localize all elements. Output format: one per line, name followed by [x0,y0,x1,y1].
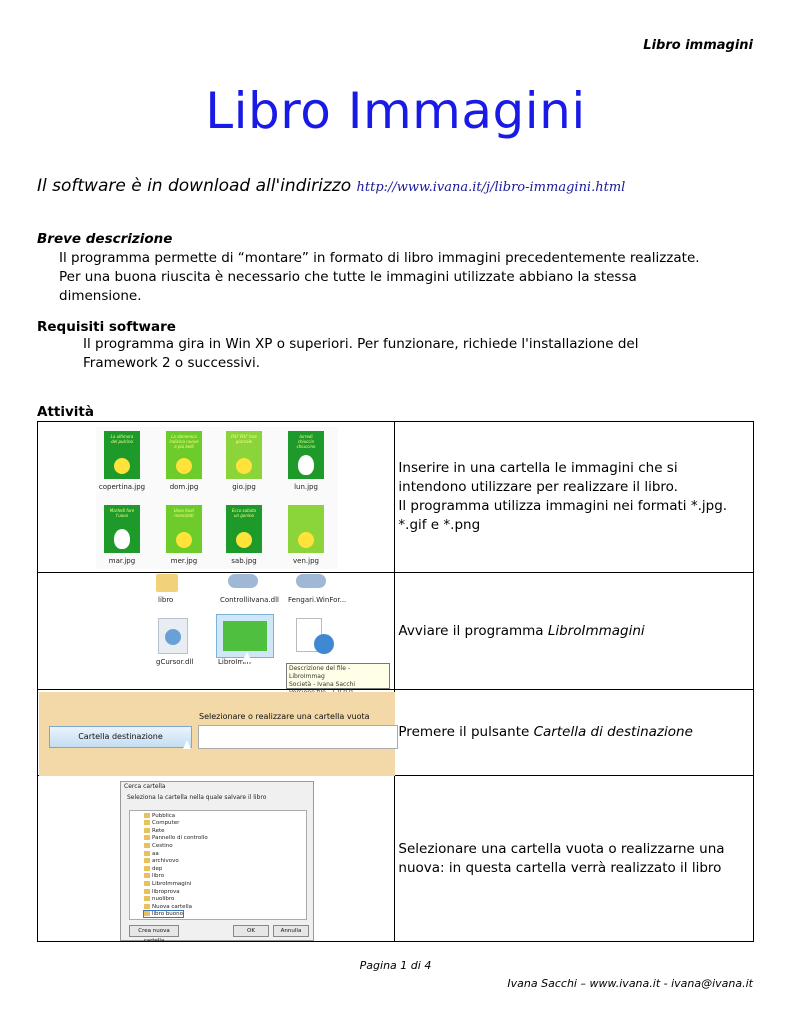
tree-folder-label: libro buono [152,911,183,918]
tree-folder-item[interactable] [144,889,180,895]
thumbnail-image [288,431,324,479]
thumbnail-caption: lun.jpg [294,482,318,491]
thumbnail-caption: mer.jpg [170,556,198,565]
thumbnail-image [226,505,262,553]
tree-folder-item[interactable] [144,911,183,917]
folder-icon [144,896,150,901]
select-folder-label: Selezionare o realizzare una cartella vuota [199,711,370,721]
row-line: intendono utilizzare per realizzare il libro. [398,479,678,495]
folder-icon [156,574,178,592]
row-line: nuova: in questa cartella verrà realizzato il libro [398,859,722,876]
folder-icon [144,813,150,818]
tree-folder-label: libro [152,873,165,880]
chick-icon [114,458,130,474]
tree-folder-label: LibroImmagini [152,880,192,887]
breve-line: Il programma permette di “montare” in formato di libro immagini precedentemente realizzate. [59,250,700,266]
text-cell [395,776,754,942]
thumbnail-caption: dom.jpg [169,482,199,491]
egg-icon [114,529,130,549]
mouse-cursor-icon [183,740,191,749]
download-line [37,176,625,196]
thumbnail-image [166,505,202,553]
tree-folder-item[interactable] [144,828,165,834]
folder-icon [144,820,150,825]
text-cell [395,690,754,776]
footer-author: Ivana Sacchi – www.ivana.it - ivana@ivana.it [507,977,753,990]
gear-file-icon [158,618,188,654]
page-number: Pagina 1 di 4 [359,959,432,972]
image-cell [38,776,395,942]
tree-folder-item[interactable] [144,904,192,910]
egg-icon [298,455,314,475]
breve-line: dimensione. [59,288,142,304]
image-cell [38,422,395,573]
thumbnail-caption: mar.jpg [108,556,136,565]
breve-title: Breve descrizione [37,231,173,247]
tree-folder-item[interactable] [144,873,164,879]
download-prefix: Il software è in download all'indirizzo [37,176,352,196]
folder-icon [144,873,150,878]
text-cell [395,422,754,573]
tree-folder-item[interactable] [144,851,159,857]
thumbnail-note: La ultimora del pulcino [110,433,134,444]
tree-folder-label: libroprova [152,888,180,895]
tree-folder-item[interactable] [144,813,175,819]
dll-gears-icon [296,574,326,588]
browse-folder-dialog [120,781,314,944]
attivita-title: Attività [37,404,94,420]
thumbnail-note: Iurredi chiuccin chiuccino [296,433,316,449]
tree-folder-item[interactable] [144,866,162,872]
file-caption: ControlliIvana.dll [220,595,279,604]
folder-icon [144,835,150,840]
tree-folder-label: Pubblica [152,812,176,819]
folder-icon [144,911,150,916]
globe-icon [314,634,334,654]
thumbnail-caption: copertina.jpg [98,482,146,491]
ok-button[interactable]: OK [233,925,269,937]
dll-gears-icon [228,574,258,588]
file-caption: LibroImm [218,657,251,666]
folder-icon [144,866,150,871]
tree-folder-item[interactable] [144,896,174,902]
chick-icon [298,532,314,548]
row-text-emphasis: LibroImmagini [547,622,645,639]
thumbnail-note: Martedì fare l'uovo [109,507,135,518]
mouse-cursor-icon [242,652,252,662]
thumbnail-image [166,431,202,479]
download-link[interactable]: http://www.ivana.it/j/libro-immagini.html [356,180,626,195]
tree-folder-label: Pannello di controllo [152,835,208,842]
requisiti-line: Il programma gira in Win XP o superiori. Per funzionare, richiede l'installazione del [83,336,639,352]
tree-folder-label: Nuova cartella [152,903,192,910]
activity-table [37,421,754,942]
breve-text [59,249,700,306]
new-folder-button[interactable]: Crea nuova cartella [129,925,179,937]
file-caption: Fengari.WinFor... [288,595,347,604]
tooltip-line: Società - Ivana Sacchi [289,680,356,688]
thumbnail-caption: ven.jpg [293,556,319,565]
folder-icon [144,828,150,833]
thumbnail-note: Uovo fuori mescolati [173,507,195,518]
page-title: Libro Immagini [205,82,586,140]
table-row [38,422,754,573]
folder-icon [144,843,150,848]
thumbnail-note: Ecco sabato un gonino [231,507,257,518]
tree-folder-label: Rete [152,827,165,834]
chick-icon [236,532,252,548]
tree-folder-item[interactable] [144,835,208,841]
tree-folder-item[interactable] [144,881,191,887]
thumbnail-image [288,505,324,553]
chick-icon [236,458,252,474]
requisiti-title: Requisiti software [37,319,176,335]
folder-path-input[interactable] [198,725,398,749]
tree-folder-item[interactable] [144,843,173,849]
folder-icon [144,889,150,894]
header-right-label: Libro immagini [643,38,753,53]
tree-folder-label: aa [152,850,159,857]
thumbnail-note: PIU' PIU' fare giornale [231,433,257,444]
requisiti-line: Framework 2 o successivi. [83,355,261,371]
tree-folder-label: dep [152,865,163,872]
row-line: Il programma utilizza immagini nei formati *.jpg. [398,498,728,514]
thumbnail-caption: sab.jpg [231,556,257,565]
tooltip-line: Descrizione del file - LibroImmag [289,664,351,680]
folder-icon [144,851,150,856]
image-cell [38,690,395,776]
thumbnail-image [226,431,262,479]
folder-icon [144,904,150,909]
app-panel [39,692,395,776]
row-text: Avviare il programma [398,622,548,639]
tree-folder-label: Computer [152,820,180,827]
row-line: *.gif e *.png [398,517,481,533]
image-cell [38,573,395,690]
row-line: Inserire in una cartella le immagini che si [398,460,678,476]
destination-folder-button[interactable]: Cartella destinazione [49,726,192,748]
text-cell [395,573,754,690]
breve-line: Per una buona riuscita è necessario che tutte le immagini utilizzate abbiano la stessa [59,269,637,285]
dialog-title: Cerca cartella [124,782,166,790]
thumbnail-image [104,505,140,553]
tree-folder-item[interactable] [144,820,179,826]
file-caption: gCursor.dll [156,657,194,666]
dialog-subtitle: Seleziona la cartella nella quale salvare il libro [127,793,267,801]
folder-tree[interactable] [129,810,307,920]
file-tooltip [286,663,390,689]
chick-icon [176,532,192,548]
table-row [38,690,754,776]
thumbnail-caption: gio.jpg [232,482,256,491]
thumbnail-image [104,431,140,479]
table-row [38,573,754,690]
tree-folder-label: archivovo [152,858,179,865]
row-text-emphasis: Cartella di destinazione [533,724,693,740]
tree-folder-label: nuolibro [152,896,175,903]
chick-icon [176,458,192,474]
tree-folder-label: Cestino [152,842,173,849]
folder-icon [144,858,150,863]
file-caption: libro [158,595,174,604]
tree-folder-item[interactable] [144,858,179,864]
thumbnail-grid [96,427,338,569]
row-line: Selezionare una cartella vuota o realizzarne una [398,840,725,857]
folder-icon [144,881,150,886]
row-text: Premere il pulsante [398,724,534,740]
thumbnail-note: La domenica indicina nuove e più belli [169,433,199,449]
requisiti-text [83,335,638,373]
table-row [38,776,754,942]
file-explorer [118,574,356,688]
cancel-button[interactable]: Annulla [273,925,309,937]
